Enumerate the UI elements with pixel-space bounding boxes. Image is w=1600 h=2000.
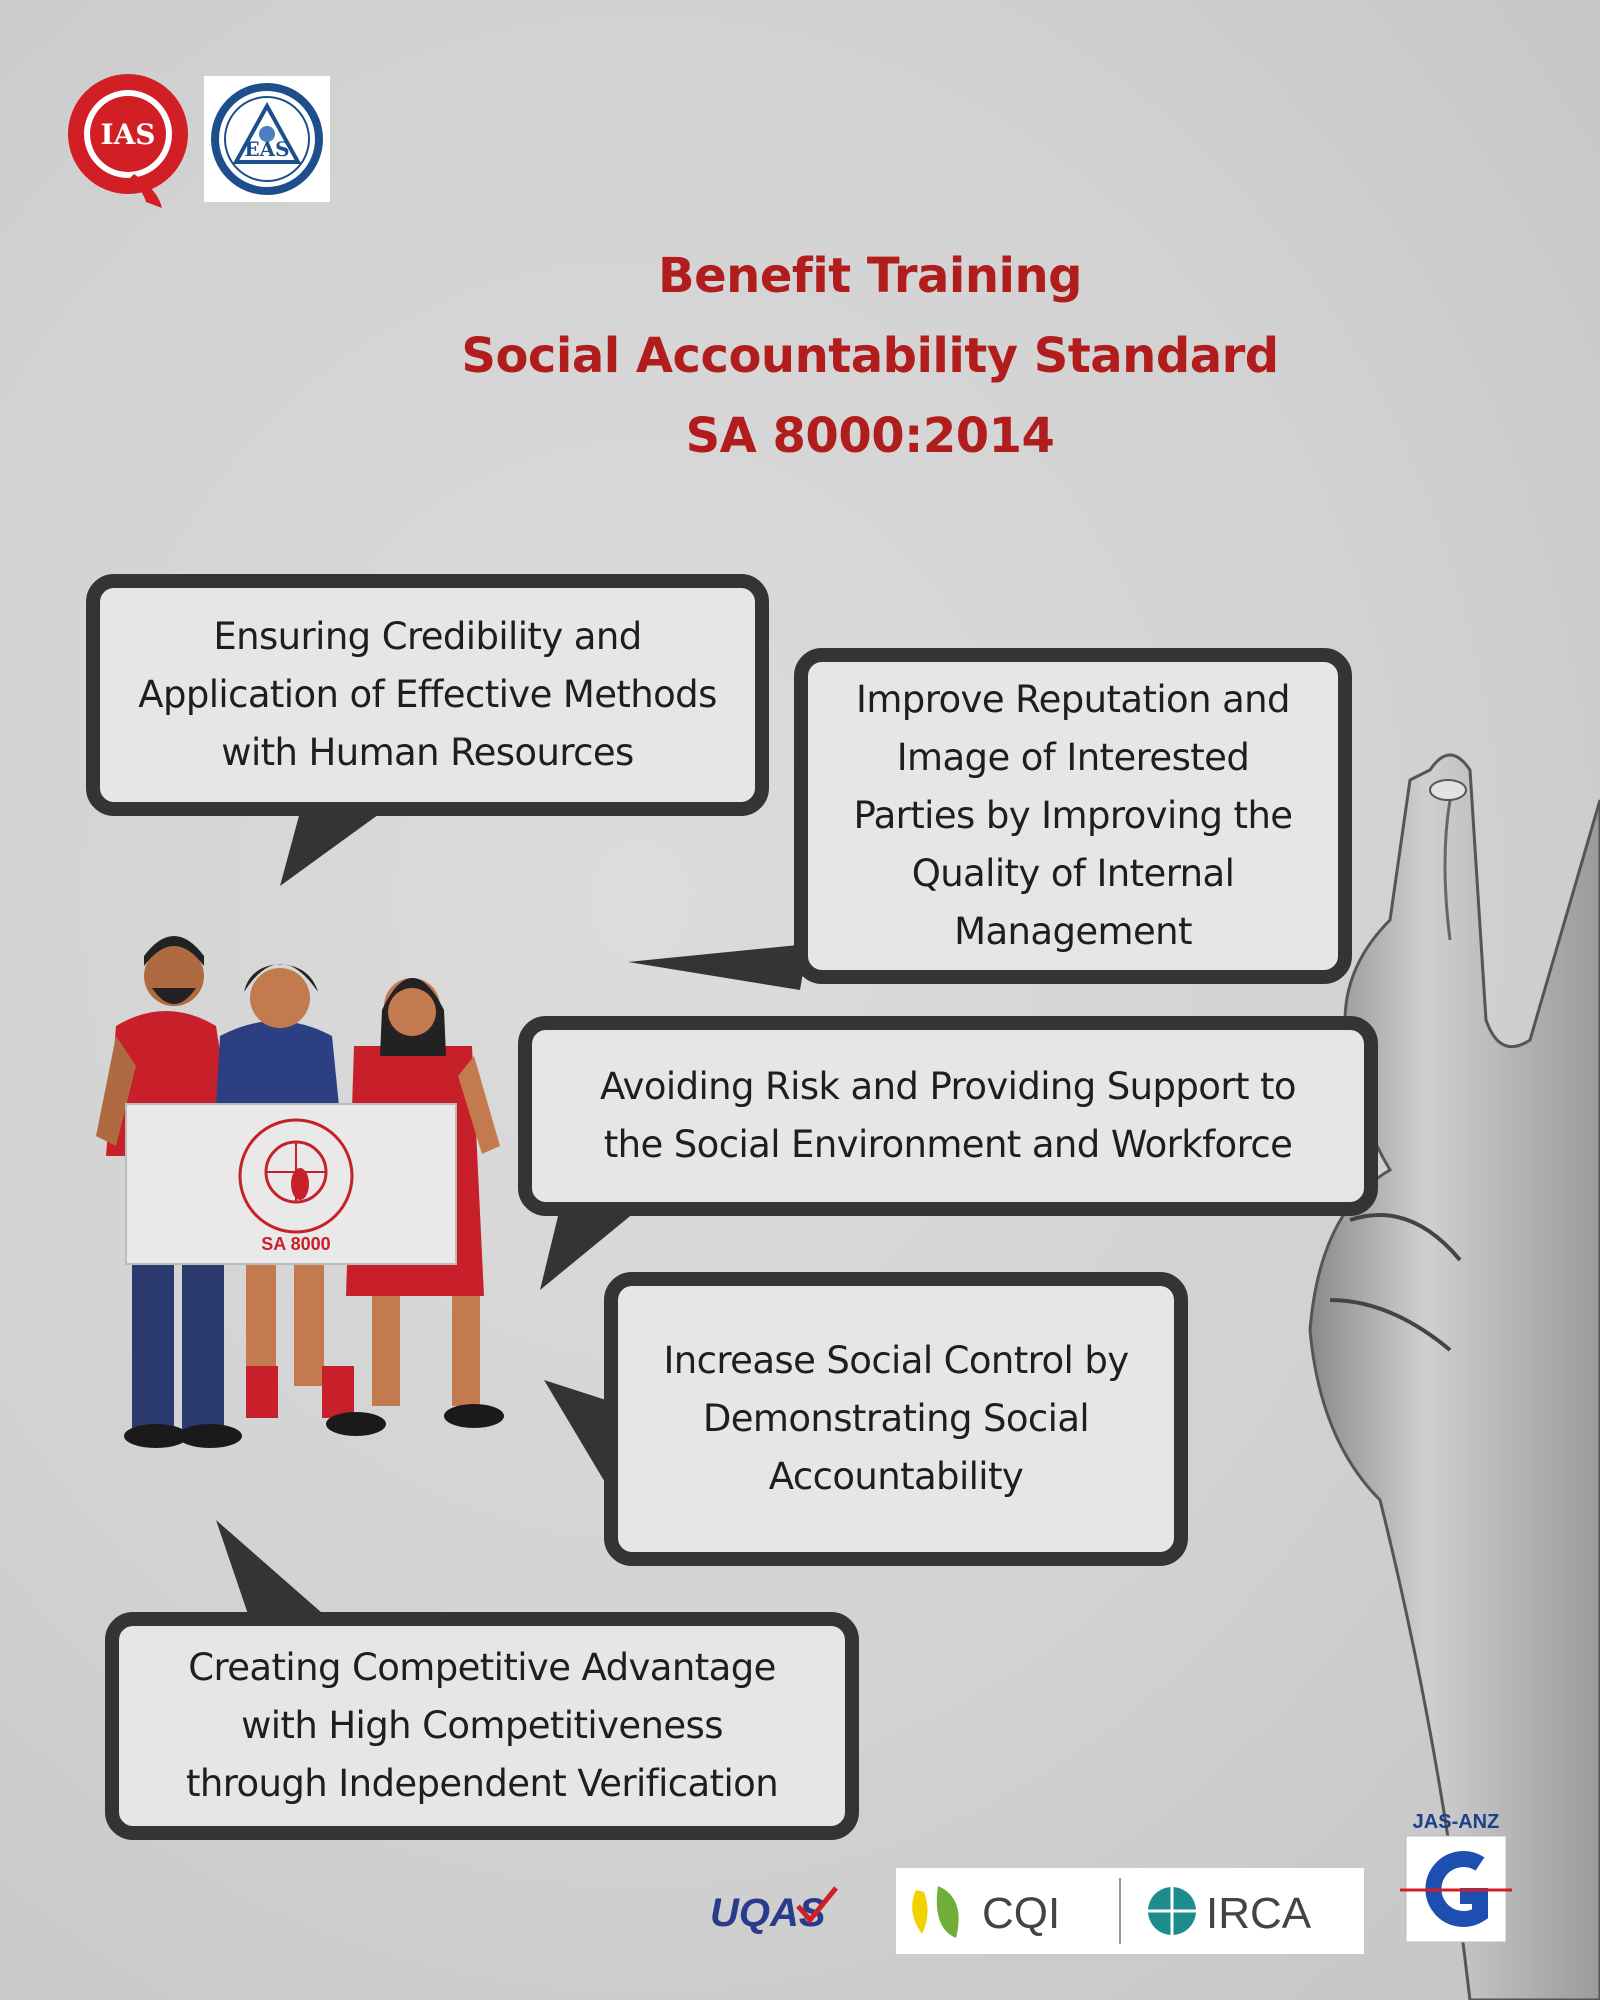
jas-anz-logo	[1400, 1806, 1512, 1946]
ias-logo-text: IAS	[100, 118, 156, 151]
jas-anz-logo-text: JAS-ANZ	[1412, 1811, 1500, 1833]
cqi-logo-text: CQI	[982, 1889, 1061, 1938]
benefit-3-line-2: the Social Environment and Workforce	[603, 1123, 1293, 1166]
title-line-1: Benefit Training	[658, 248, 1082, 304]
uqas-logo-text: UQAS	[710, 1891, 826, 1935]
benefit-4-line-1: Increase Social Control by	[663, 1339, 1129, 1382]
benefit-bubble-3	[518, 1016, 1378, 1216]
irca-logo-text: IRCA	[1206, 1889, 1312, 1938]
people-illustration	[96, 926, 526, 1456]
benefit-4-line-3: Accountability	[768, 1455, 1024, 1498]
benefit-bubble-1	[86, 574, 769, 816]
benefit-2-line-5: Management	[954, 910, 1192, 953]
benefit-2-line-4: Quality of Internal	[911, 852, 1235, 895]
eas-logo-text: EAS	[244, 137, 290, 161]
benefit-1-line-2: Application of Effective Methods	[138, 673, 717, 716]
title-line-2: Social Accountability Standard	[461, 328, 1279, 384]
benefit-1-line-3: with Human Resources	[221, 731, 634, 774]
benefit-4-line-2: Demonstrating Social	[702, 1397, 1090, 1440]
uqas-logo	[706, 1880, 876, 1940]
benefit-5-line-3: through Independent Verification	[185, 1762, 779, 1805]
benefit-2-line-3: Parties by Improving the	[853, 794, 1293, 837]
benefit-3-line-1: Avoiding Risk and Providing Support to	[600, 1065, 1296, 1108]
benefit-1-line-1: Ensuring Credibility and	[213, 615, 642, 658]
benefit-5-line-1: Creating Competitive Advantage	[188, 1646, 776, 1689]
cqi-irca-logo	[896, 1868, 1364, 1954]
benefit-bubble-4	[604, 1272, 1188, 1566]
sa8000-banner-label: SA 8000	[261, 1234, 331, 1254]
title-line-3: SA 8000:2014	[685, 408, 1055, 464]
benefit-bubble-5	[105, 1612, 859, 1840]
benefit-2-line-1: Improve Reputation and	[856, 678, 1290, 721]
benefit-2-line-2: Image of Interested	[896, 736, 1250, 779]
benefit-bubble-2	[794, 648, 1352, 984]
benefit-5-line-2: with High Competitiveness	[241, 1704, 723, 1747]
